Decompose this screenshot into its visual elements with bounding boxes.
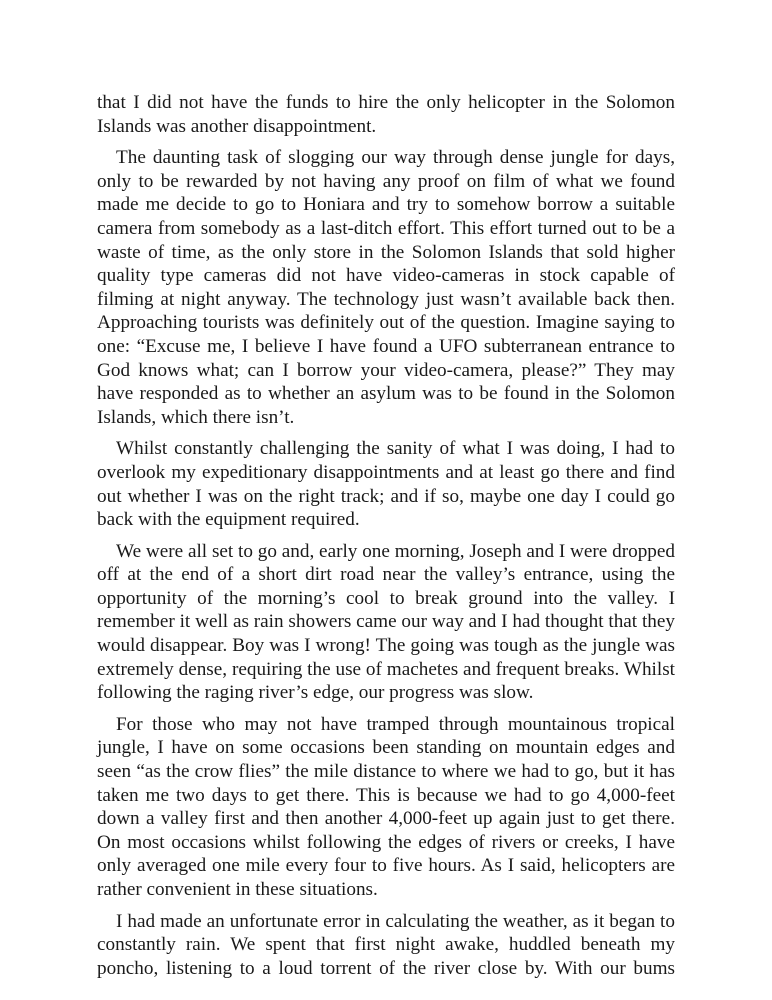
paragraph-4: We were all set to go and, early one morning, Joseph and I were dropped off at the end of a short dirt road near the valley’s entrance, using the opportunity of the morning’s cool to break ground into the valley. I remember it well as rain showers came our way and I had thought that they would disappear. Boy was I wrong! The going was tough as the jungle was extremely dense, requiring the use of machetes and frequent breaks. Whilst following the raging river’s edge, our progress was slow. xyxy=(97,540,675,704)
page-body xyxy=(97,91,675,988)
paragraph-3: Whilst constantly challenging the sanity of what I was doing, I had to overlook my expeditionary disappointments and at least go there and find out whether I was on the right track; and if so, maybe one day I could go back with the equipment required. xyxy=(97,438,675,531)
paragraph-6: I had made an unfortunate error in calculating the weather, as it began to constantly rain. We spent that first night awake, huddled beneath my poncho, listening to a loud torrent of the river close by. With our bums xyxy=(97,910,675,979)
paragraph-1: that I did not have the funds to hire the only helicopter in the Solomon Islands was another disappointment. xyxy=(97,92,675,137)
paragraph-2: The daunting task of slogging our way through dense jungle for days, only to be rewarded by not having any proof on film of what we found made me decide to go to Honiara and try to somehow borrow a suitable camera from somebody as a last-ditch effort. This effort turned out to be a waste of time, as the only store in the Solomon Islands that sold higher quality type cameras did not have video-cameras in stock capable of filming at night anyway. The technology just wasn’t available back then. Approaching tourists was definitely out of the question. Imagine saying to one: “Excuse me, I believe I have found a UFO subterranean entrance to God knows what; can I borrow your video-camera, please?” They may have responded as to whether an asylum was to be found in the Solomon Islands, which there isn’t. xyxy=(97,147,675,428)
paragraph-5: For those who may not have tramped through mountainous tropical jungle, I have on some occasions been standing on mountain edges and seen “as the crow flies” the mile distance to where we had to go, but it has taken me two days to get there. This is because we had to go 4,000-feet down a valley first and then another 4,000-feet up again just to get there. On most occasions whilst following the edges of rivers or creeks, I have only averaged one mile every four to five hours. As I said, helicopters are rather convenient in these situations. xyxy=(97,713,675,900)
